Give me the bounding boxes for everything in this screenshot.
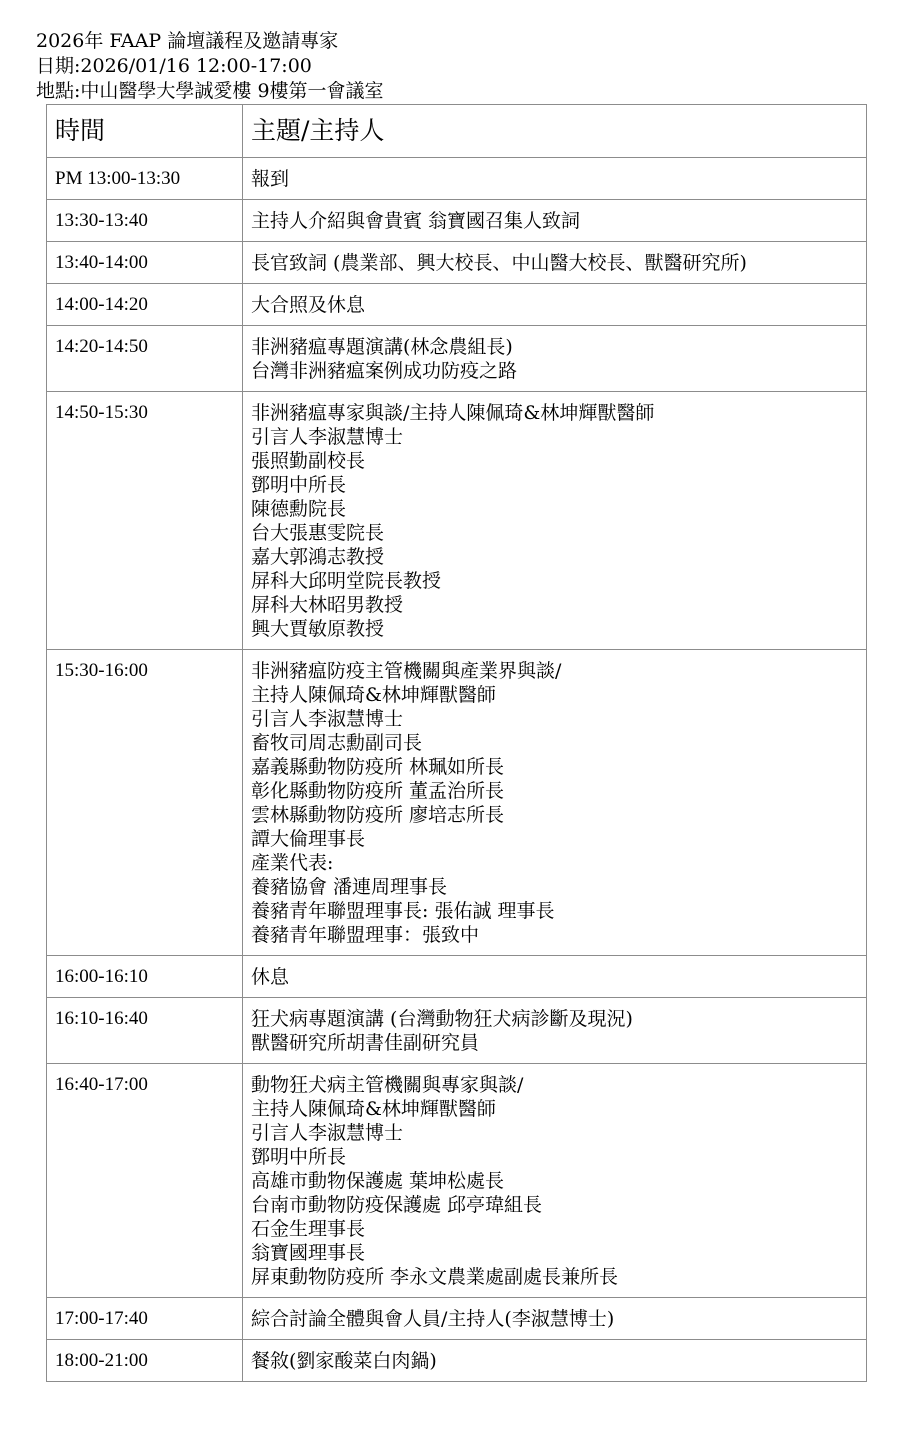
agenda-topic-line: 台南市動物防疫保護處 邱亭瑋組長 (251, 1194, 543, 1216)
agenda-time: 13:40-14:00 (47, 242, 243, 284)
agenda-topic-line: 狂犬病專題演講 (台灣動物狂犬病診斷及現況) (251, 1008, 633, 1030)
agenda-topic-line: 鄧明中所長 (251, 1146, 347, 1168)
event-date: 日期:2026/01/16 12:00-17:00 (36, 55, 312, 77)
agenda-topic-line: 產業代表: (251, 852, 334, 874)
agenda-row (47, 650, 867, 956)
agenda-table (46, 104, 867, 1382)
agenda-row (47, 326, 867, 392)
agenda-time: 16:40-17:00 (47, 1064, 243, 1298)
agenda-row (47, 1064, 867, 1298)
agenda-topic-line: 主持人陳佩琦&林坤輝獸醫師 (251, 684, 496, 706)
column-header-time: 時間 (47, 105, 243, 158)
agenda-time: PM 13:00-13:30 (47, 158, 243, 200)
agenda-row (47, 956, 867, 998)
agenda-topic-line: 餐敘(劉家酸菜白肉鍋) (251, 1350, 437, 1372)
agenda-time: 16:10-16:40 (47, 998, 243, 1064)
agenda-topic-line: 屏東動物防疫所 李永文農業處副處長兼所長 (251, 1266, 619, 1288)
agenda-topic-line: 引言人李淑慧博士 (251, 1122, 404, 1144)
agenda-topic-line: 動物狂犬病主管機關與專家與談/ (251, 1074, 524, 1096)
document-title: 2026年 FAAP 論壇議程及邀請專家 (36, 30, 339, 52)
agenda-row (47, 392, 867, 650)
agenda-topic-line: 非洲豬瘟防疫主管機關與產業界與談/ (251, 660, 562, 682)
agenda-topic-line: 翁寶國理事長 (251, 1242, 366, 1264)
agenda-topic-line: 高雄市動物保護處 葉坤松處長 (251, 1170, 505, 1192)
agenda-topic-line: 獸醫研究所胡書佳副研究員 (251, 1032, 480, 1054)
document-header (36, 29, 384, 104)
agenda-topic (243, 1298, 867, 1340)
agenda-topic-line: 台大張惠雯院長 (251, 522, 385, 544)
agenda-topic-line: 養豬青年聯盟理事：張致中 (251, 924, 480, 946)
agenda-topic-line: 嘉義縣動物防疫所 林珮如所長 (251, 756, 505, 778)
agenda-topic-line: 畜牧司周志勳副司長 (251, 732, 423, 754)
agenda-row (47, 998, 867, 1064)
agenda-topic-line: 報到 (251, 168, 290, 190)
agenda-row (47, 158, 867, 200)
agenda-topic (243, 200, 867, 242)
agenda-time: 13:30-13:40 (47, 200, 243, 242)
agenda-topic-line: 嘉大郭鴻志教授 (251, 546, 385, 568)
agenda-topic (243, 998, 867, 1064)
agenda-time: 14:20-14:50 (47, 326, 243, 392)
agenda-topic-line: 屏科大林昭男教授 (251, 594, 404, 616)
agenda-topic (243, 956, 867, 998)
agenda-topic-line: 興大賈敏原教授 (251, 618, 385, 640)
agenda-topic-line: 大合照及休息 (251, 294, 366, 316)
agenda-topic-line: 綜合討論全體與會人員/主持人(李淑慧博士) (251, 1308, 615, 1330)
agenda-topic-line: 非洲豬瘟專題演講(林念農組長) (251, 336, 513, 358)
agenda-time: 18:00-21:00 (47, 1340, 243, 1382)
column-header-topic: 主題/主持人 (243, 105, 867, 158)
agenda-time: 17:00-17:40 (47, 1298, 243, 1340)
agenda-topic-line: 引言人李淑慧博士 (251, 426, 404, 448)
agenda-row (47, 200, 867, 242)
agenda-row (47, 242, 867, 284)
agenda-topic-line: 石金生理事長 (251, 1218, 366, 1240)
agenda-body (47, 158, 867, 1382)
agenda-topic (243, 326, 867, 392)
agenda-row (47, 284, 867, 326)
agenda-topic-line: 陳德勳院長 (251, 498, 347, 520)
agenda-topic-line: 鄧明中所長 (251, 474, 347, 496)
agenda-topic-line: 主持人陳佩琦&林坤輝獸醫師 (251, 1098, 496, 1120)
agenda-topic (243, 242, 867, 284)
agenda-row (47, 1340, 867, 1382)
agenda-topic-line: 台灣非洲豬瘟案例成功防疫之路 (251, 360, 518, 382)
agenda-topic-line: 屏科大邱明堂院長教授 (251, 570, 442, 592)
agenda-time: 16:00-16:10 (47, 956, 243, 998)
agenda-time: 14:00-14:20 (47, 284, 243, 326)
agenda-topic-line: 養豬協會 潘連周理事長 (251, 876, 448, 898)
agenda-topic-line: 譚大倫理事長 (251, 828, 366, 850)
agenda-topic (243, 1340, 867, 1382)
agenda-header-row (47, 105, 867, 158)
agenda-time: 15:30-16:00 (47, 650, 243, 956)
agenda-topic-line: 張照勤副校長 (251, 450, 366, 472)
agenda-topic-line: 引言人李淑慧博士 (251, 708, 404, 730)
agenda-topic-line: 彰化縣動物防疫所 董孟治所長 (251, 780, 505, 802)
agenda-row (47, 1298, 867, 1340)
agenda-topic-line: 長官致詞 (農業部、興大校長、中山醫大校長、獸醫研究所) (251, 252, 747, 274)
agenda-topic (243, 158, 867, 200)
agenda-topic-line: 非洲豬瘟專家與談/主持人陳佩琦&林坤輝獸醫師 (251, 402, 655, 424)
agenda-topic (243, 392, 867, 650)
agenda-topic (243, 284, 867, 326)
agenda-topic-line: 養豬青年聯盟理事長: 張佑誠 理事長 (251, 900, 555, 922)
event-location: 地點:中山醫學大學誠愛樓 9樓第一會議室 (36, 80, 384, 102)
agenda-topic-line: 主持人介紹與會貴賓 翁寶國召集人致詞 (251, 210, 581, 232)
agenda-topic-line: 休息 (251, 966, 290, 988)
agenda-topic (243, 1064, 867, 1298)
agenda-time: 14:50-15:30 (47, 392, 243, 650)
agenda-topic-line: 雲林縣動物防疫所 廖培志所長 (251, 804, 505, 826)
agenda-topic (243, 650, 867, 956)
